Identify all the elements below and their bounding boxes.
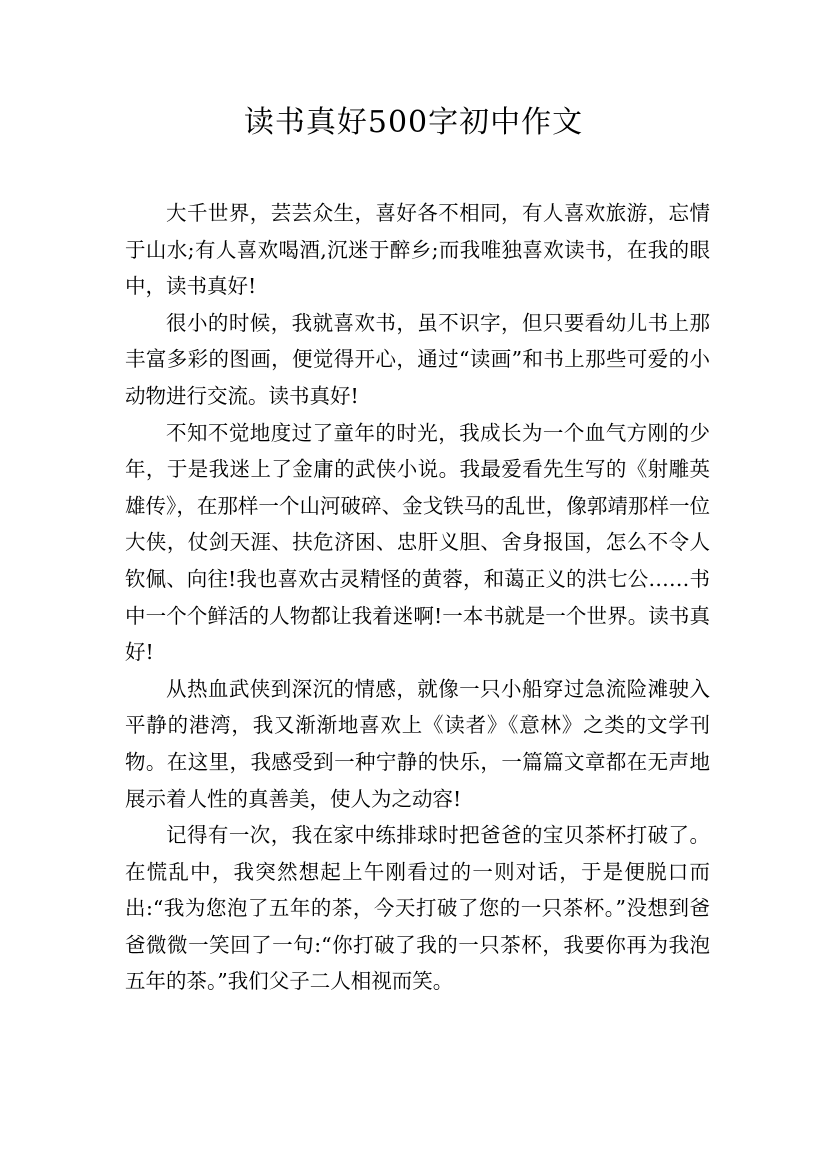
- paragraph-2: 很小的时候，我就喜欢书，虽不识字，但只要看幼儿书上那丰富多彩的图画，便觉得开心，通过“读画”和书上那些可爱的小动物进行交流。读书真好!: [125, 310, 710, 408]
- paragraph-5: 记得有一次，我在家中练排球时把爸爸的宝贝茶杯打破了。在慌乱中，我突然想起上午刚看过的一则对话，于是便脱口而出:“我为您泡了五年的茶，今天打破了您的一只茶杯。”没想到爸爸微微一笑回了一句:“你打破了我的一只茶杯，我要你再为我泡五年的茶。”我们父子二人相视而笑。: [125, 823, 710, 994]
- paragraph-1: 大千世界，芸芸众生，喜好各不相同，有人喜欢旅游，忘情于山水;有人喜欢喝酒,沉迷于醉乡;而我唯独喜欢读书，在我的眼中，读书真好!: [125, 201, 710, 299]
- paragraph-3: 不知不觉地度过了童年的时光，我成长为一个血气方刚的少年，于是我迷上了金庸的武侠小说。我最爱看先生写的《射雕英雄传》，在那样一个山河破碎、金戈铁马的乱世，像郭靖那样一位大侠，仗剑天涯、扶危济困、忠肝义胆、舍身报国，怎么不令人钦佩、向往!我也喜欢古灵精怪的黄蓉，和蔼正义的洪七公……书中一个个鲜活的人物都让我着迷啊!一本书就是一个世界。读书真好!: [125, 420, 710, 665]
- paragraph-4: 从热血武侠到深沉的情感，就像一只小船穿过急流险滩驶入平静的港湾，我又渐渐地喜欢上《读者》《意林》之类的文学刊物。在这里，我感受到一种宁静的快乐，一篇篇文章都在无声地展示着人性的真善美，使人为之动容!: [125, 676, 710, 811]
- document-title: 读书真好500字初中作文: [243, 105, 584, 140]
- document-body: [125, 195, 710, 1000]
